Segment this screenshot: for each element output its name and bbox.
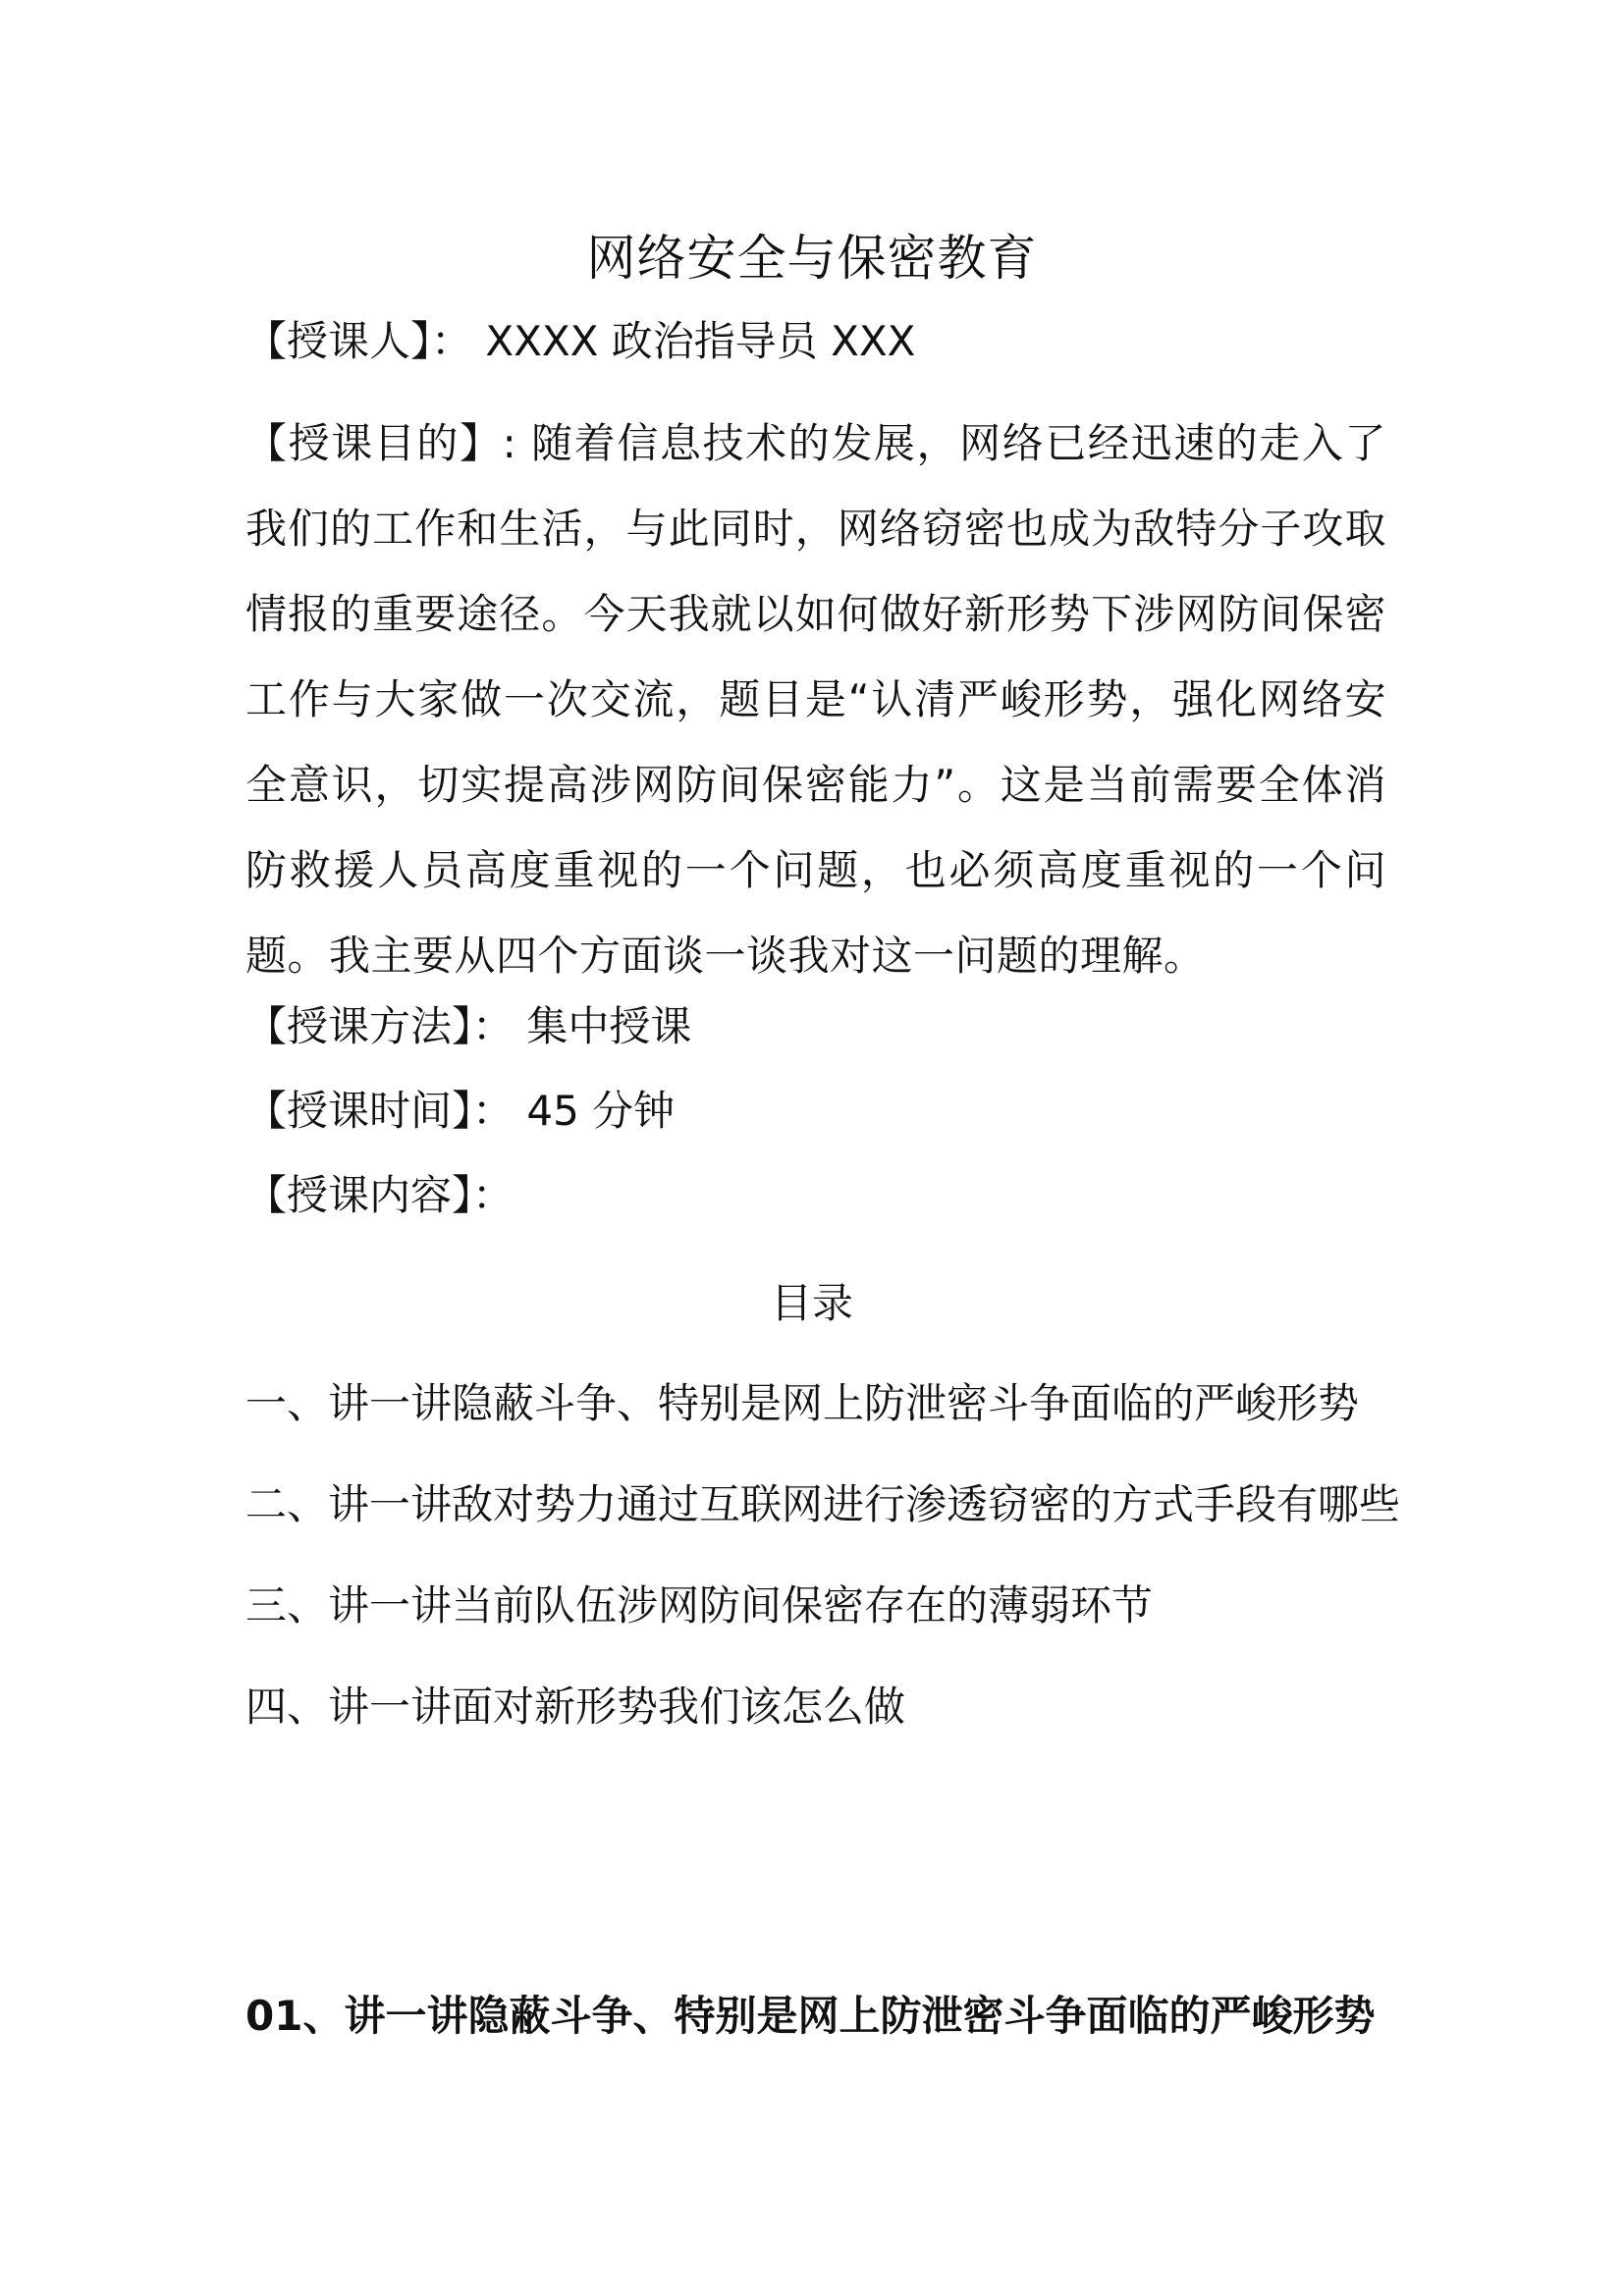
toc-item: 一、讲一讲隐蔽斗争、特别是网上防泄密斗争面临的严峻形势 bbox=[245, 1379, 1360, 1427]
section-heading: 01、讲一讲隐蔽斗争、特别是网上防泄密斗争面临的严峻形势 bbox=[245, 1992, 1376, 2040]
method-line: 【授课方法】： 集中授课 bbox=[245, 1002, 692, 1050]
document-title: 网络安全与保密教育 bbox=[586, 230, 1038, 287]
lecturer-line: 【授课人】： XXXX 政治指导员 XXX bbox=[245, 317, 916, 365]
purpose-paragraph: 【授课目的】: 随着信息技术的发展，网络已经迅速的走入了我们的工作和生活，与此同时，网络窃密也成为敌特分子攻取情报的重要途径。今天我就以如何做好新形势下涉网防间保密工作与大家做一次交流，题目是“认清严峻形势，强化网络安全意识，切实提高涉网防间保密能力”。这是当前需要全体消防救援人员高度重视的一个问题，也必须高度重视的一个问题。我主要从四个方面谈一谈我对这一问题的理解。 bbox=[245, 419, 1386, 980]
toc-title: 目录 bbox=[770, 1279, 853, 1327]
duration-line: 【授课时间】： 45 分钟 bbox=[245, 1087, 676, 1135]
toc-item: 二、讲一讲敌对势力通过互联网进行渗透窃密的方式手段有哪些 bbox=[245, 1480, 1401, 1528]
toc-item: 三、讲一讲当前队伍涉网防间保密存在的薄弱环节 bbox=[245, 1581, 1154, 1629]
toc-item: 四、讲一讲面对新形势我们该怎么做 bbox=[245, 1682, 906, 1731]
content-label: 【授课内容】： bbox=[245, 1171, 514, 1219]
